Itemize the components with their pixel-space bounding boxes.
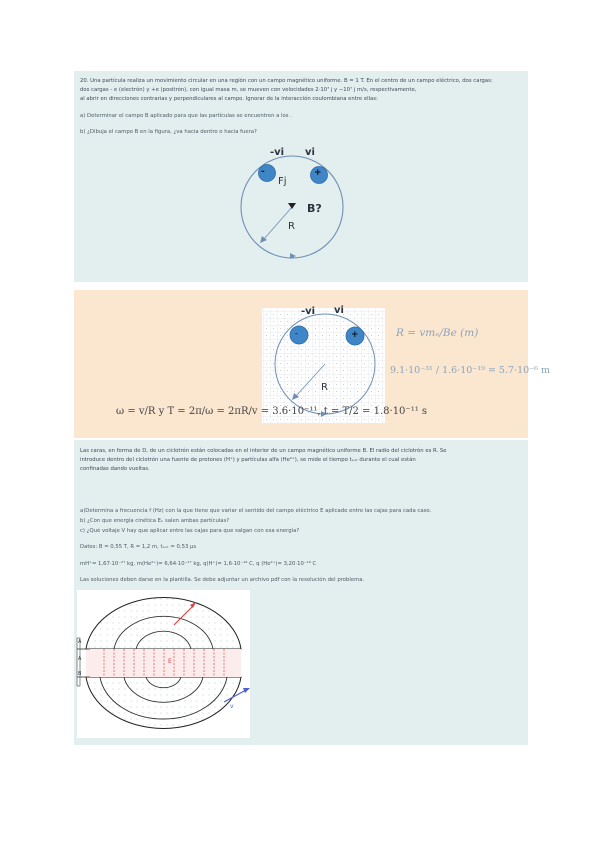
accelerating-gap	[86, 649, 241, 677]
problem-2-question-a: a)Determina a frecuencia f (Hz) con la que tiene que variar el sentido del campo eléctrico E aplicado entre las cajas para cada caso.	[80, 508, 432, 514]
center-marker	[288, 203, 296, 209]
problem-2-data-1: Datos: B = 0,55 T, R = 1,2 m, tₑₓₜ = 0,53 μs	[80, 544, 197, 550]
field-label: B?	[307, 202, 322, 215]
problem-2-panel	[74, 440, 528, 745]
radius-label: R	[288, 221, 295, 232]
problem-2-note: Las soluciones deben darse en la plantilla. Se debe adjuntar un archivo pdf con la resolución del problema.	[80, 577, 365, 583]
force-label: Fj	[278, 176, 287, 187]
negative-velocity-label: -vi	[270, 147, 285, 158]
cyclotron-figure	[74, 440, 528, 745]
problem-2-line-1: Las caras, en forma de D, de un ciclotrón están colocadas en el interior de un campo magnético uniforme B. El radio del ciclotrón es R. Se	[80, 448, 447, 454]
problem-2-line-2: introduce dentro del ciclotrón una fuente de protones (H⁺) y partículas alfa (He²⁺), se mide el tiempo tₑₓₜ durante el cual están	[80, 457, 416, 463]
problem-1-line-2: dos cargas - e (electrón) y +e (positrón), con igual masa m, se mueven con velocidades 2·10⁷ j y −10⁷ j m/s, respectivamente,	[80, 87, 417, 93]
cyclotron-label-a2: A	[78, 656, 82, 662]
problem-2-question-b: b) ¿Con que energía cinética Eₖ salen ambas partículas?	[80, 518, 230, 524]
problem-1-question-a: a) Determinar el campo B aplicado para que las partículas se encuentren a los .	[80, 113, 292, 119]
solution-negative-charge	[290, 326, 308, 344]
problem-2-question-c: c) ¿Qué voltaje V hay que aplicar entre las cajas para que salgan con esa energía?	[80, 528, 300, 534]
problem-1-line-1: 20. Una partícula realiza un movimiento circular en una región con un campo magnético uniforme. B = 1 T. En el centro de un campo eléctrico, dos cargas:	[80, 78, 493, 84]
solution-positive-velocity: vi	[334, 305, 344, 316]
solution-panel	[74, 290, 551, 438]
positive-charge-sign: +	[314, 168, 322, 178]
radius-equation: R = vmₑ/Be (m)	[396, 327, 479, 339]
problem-1-panel	[74, 71, 528, 282]
cyclotron-label-v: v	[230, 703, 234, 710]
solution-negative-velocity: -vi	[301, 306, 316, 317]
cyclotron-label-a1: A	[78, 639, 82, 645]
problem-1-line-3: al abrir en direcciones contrarias y perpendiculares al campo. Ignorar de la interacción coulombiana entre ellas:	[80, 96, 378, 102]
cyclotron-label-b: B	[78, 671, 82, 677]
positive-velocity-label: vi	[305, 147, 315, 158]
cyclotron-label-e: E	[168, 658, 172, 665]
problem-2-data-2: mH⁺= 1,67·10⁻²⁷ kg, m(He²⁺)= 6,64·10⁻²⁷ kg, q(H⁺)= 1,6·10⁻¹⁹ C, q (He²⁺)= 3,20·10⁻¹⁹ C	[80, 561, 317, 567]
problem-2-line-3: confinadas dando vueltas.	[80, 466, 150, 472]
radius-value-equation: 9.1·10⁻³¹ / 1.6·10⁻¹⁹ = 5.7·10⁻⁶ m	[390, 365, 551, 376]
solution-negative-sign: -	[295, 329, 298, 338]
period-equation: ω = v/R y T = 2π/ω = 2πR/v = 3.6·10⁻¹¹, t = T/2 = 1.8·10⁻¹¹ s	[116, 406, 428, 417]
solution-radius-label: R	[321, 382, 328, 393]
solution-positive-sign: +	[351, 330, 359, 340]
charges-circle-figure	[74, 71, 528, 282]
negative-charge-sign: -	[261, 167, 265, 177]
problem-1-question-b: b) ¿Dibuja el campo B en la figura, ¿va hacia dentro o hacia fuera?	[80, 129, 257, 135]
